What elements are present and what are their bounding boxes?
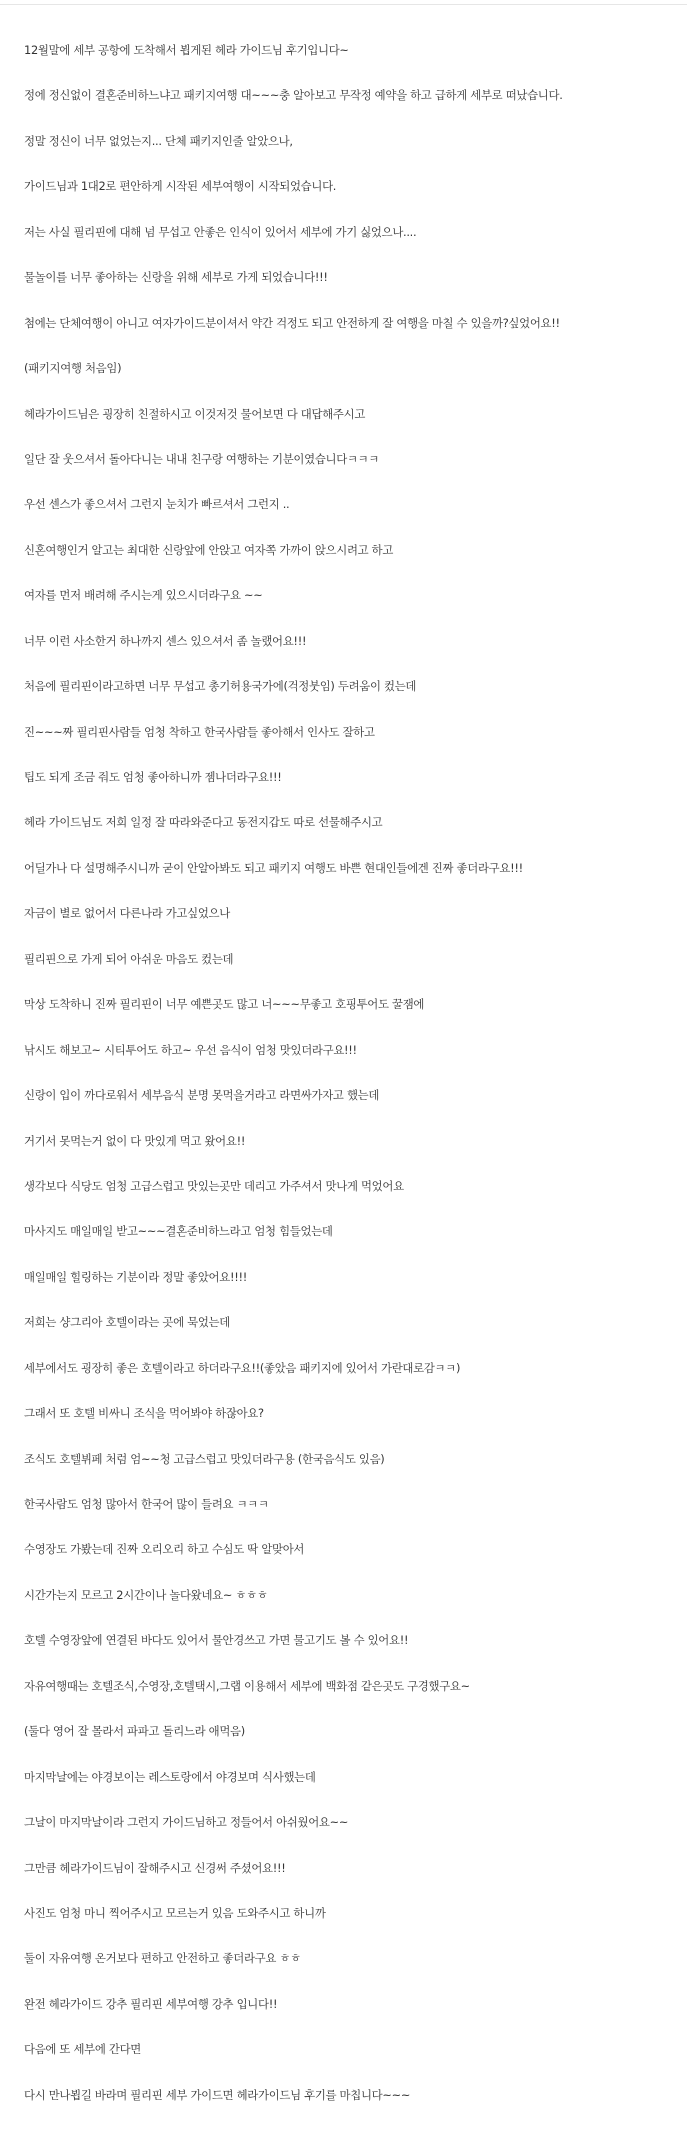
review-paragraph: 필리핀으로 가게 되어 아쉬운 마음도 컸는데 xyxy=(24,951,234,966)
review-paragraph: 마지막날에는 야경보이는 레스토랑에서 야경보며 식사했는데 xyxy=(24,1769,316,1784)
review-body xyxy=(24,40,674,2130)
review-paragraph: 거기서 못먹는거 없이 다 맛있게 먹고 왔어요!! xyxy=(24,1133,246,1148)
review-paragraph: (둘다 영어 잘 몰라서 파파고 돌리느라 애먹음) xyxy=(24,1724,245,1739)
review-paragraph: 일단 잘 웃으셔서 돌아다니는 내내 친구랑 여행하는 기분이였습니다ㅋㅋㅋ xyxy=(24,451,380,466)
review-paragraph: 세부에서도 굉장히 좋은 호텔이라고 하더라구요!!(좋았음 패키지에 있어서 가란대로감ㅋㅋ) xyxy=(24,1360,461,1375)
review-paragraph: 생각보다 식당도 엄청 고급스럽고 맛있는곳만 데리고 가주셔서 맛나게 먹었어요 xyxy=(24,1178,404,1193)
review-paragraph: 신랑이 입이 까다로워서 세부음식 분명 못먹을거라고 라면싸가자고 했는데 xyxy=(24,1088,380,1103)
review-paragraph: 12월말에 세부 공항에 도착해서 뵙게된 헤라 가이드님 후기입니다~ xyxy=(24,43,349,57)
review-paragraph: 한국사람도 엄청 많아서 한국어 많이 들려요 ㅋㅋㅋ xyxy=(24,1497,269,1511)
review-paragraph: 사진도 엄청 마니 찍어주시고 모르는거 있음 도와주시고 하니까 xyxy=(24,1905,326,1920)
review-paragraph: 낚시도 해보고~ 시티투어도 하고~ 우선 음식이 엄청 맛있더라구요!!! xyxy=(24,1042,357,1057)
review-paragraph: 호텔 수영장앞에 연결된 바다도 있어서 물안경쓰고 가면 물고기도 볼 수 있어요!! xyxy=(24,1633,409,1648)
review-paragraph: 자유여행때는 호텔조식,수영장,호텔택시,그랩 이용해서 세부에 백화점 같은곳도 구경했구요~ xyxy=(24,1678,470,1693)
review-paragraph: 팁도 되게 조금 줘도 엄청 좋아하니까 젬나더라구요!!! xyxy=(24,770,282,784)
review-paragraph: 헤라가이드님은 굉장히 친절하시고 이것저것 물어보면 다 대답해주시고 xyxy=(24,406,366,421)
review-paragraph: 다음에 또 세부에 간다면 xyxy=(24,2042,141,2057)
review-paragraph: 막상 도착하니 진짜 필리핀이 너무 예쁜곳도 많고 너~~~무좋고 호핑투어도 꿀잼에 xyxy=(24,997,425,1012)
review-paragraph: 다시 만나뵙길 바라며 필리핀 세부 가이드면 헤라가이드님 후기를 마칩니다~~~ xyxy=(24,2087,411,2102)
review-paragraph: 저희는 샹그리아 호텔이라는 곳에 묵었는데 xyxy=(24,1315,230,1330)
review-paragraph: 그만큼 헤라가이드님이 잘해주시고 신경써 주셨어요!!! xyxy=(24,1860,286,1875)
review-paragraph: 첨에는 단체여행이 아니고 여자가이드분이셔서 약간 걱정도 되고 안전하게 잘 여행을 마칠 수 있을까?싶었어요!! xyxy=(24,315,560,330)
review-paragraph: (패키지여행 처음임) xyxy=(24,361,122,376)
top-divider xyxy=(0,0,687,5)
review-paragraph: 물놀이를 너무 좋아하는 신랑을 위해 세부로 가게 되었습니다!!! xyxy=(24,270,328,285)
review-paragraph: 가이드님과 1대2로 편안하게 시작된 세부여행이 시작되었습니다. xyxy=(24,179,337,194)
review-paragraph: 둘이 자유여행 온거보다 편하고 안전하고 좋더라구요 ㅎㅎ xyxy=(24,1951,301,1966)
review-paragraph: 헤라 가이드님도 저희 일정 잘 따라와준다고 동전지갑도 따로 선물해주시고 xyxy=(24,815,383,830)
review-paragraph: 완전 헤라가이드 강추 필리핀 세부여행 강추 입니다!! xyxy=(24,1996,278,2011)
review-paragraph: 저는 사실 필리핀에 대해 넘 무섭고 안좋은 인식이 있어서 세부에 가기 싫었으나.... xyxy=(24,224,417,239)
review-paragraph: 그래서 또 호텔 비싸니 조식을 먹어봐야 하잖아요? xyxy=(24,1406,264,1421)
review-paragraph: 진~~~짜 필리핀사람들 엄청 착하고 한국사람들 좋아해서 인사도 잘하고 xyxy=(24,724,375,739)
review-paragraph: 자금이 별로 없어서 다른나라 가고싶었으나 xyxy=(24,906,230,921)
review-paragraph: 우선 센스가 좋으셔서 그런지 눈치가 빠르셔서 그런지 .. xyxy=(24,497,290,512)
review-paragraph: 여자를 먼저 배려해 주시는게 있으시더라구요 ~~ xyxy=(24,588,263,603)
review-paragraph: 시간가는지 모르고 2시간이나 놀다왔네요~ ㅎㅎㅎ xyxy=(24,1587,268,1602)
review-paragraph: 그날이 마지막날이라 그런지 가이드님하고 정들어서 아쉬웠어요~~ xyxy=(24,1815,349,1830)
review-paragraph: 신혼여행인거 알고는 최대한 신랑앞에 안앉고 여자쪽 가까이 앉으시려고 하고 xyxy=(24,542,394,557)
review-paragraph: 너무 이런 사소한거 하나까지 센스 있으셔서 좀 놀랬어요!!! xyxy=(24,633,307,648)
review-paragraph: 정말 정신이 너무 없었는지... 단체 패키지인줄 알았으나, xyxy=(24,133,293,148)
review-paragraph: 정에 정신없이 결혼준비하느냐고 패키지여행 대~~~충 알아보고 무작정 예약을 하고 급하게 세부로 떠났습니다. xyxy=(24,88,563,103)
review-paragraph: 조식도 호텔뷔페 처럼 엄~~청 고급스럽고 맛있더라구용 (한국음식도 있음) xyxy=(24,1451,385,1466)
review-paragraph: 마사지도 매일매일 받고~~~결혼준비하느라고 엄청 힘들었는데 xyxy=(24,1224,333,1239)
review-paragraph: 매일매일 힐링하는 기분이라 정말 좋았어요!!!! xyxy=(24,1269,248,1284)
review-paragraph: 수영장도 가봤는데 진짜 오리오리 하고 수심도 딱 알맞아서 xyxy=(24,1542,305,1557)
review-paragraph: 처음에 필리핀이라고하면 너무 무섭고 총기허용국가에(걱정붓임) 두려움이 컸는데 xyxy=(24,679,417,694)
review-paragraph: 어딜가나 다 설명해주시니까 굳이 안알아봐도 되고 패키지 여행도 바쁜 현대인들에겐 진짜 좋더라구요!!! xyxy=(24,860,523,875)
